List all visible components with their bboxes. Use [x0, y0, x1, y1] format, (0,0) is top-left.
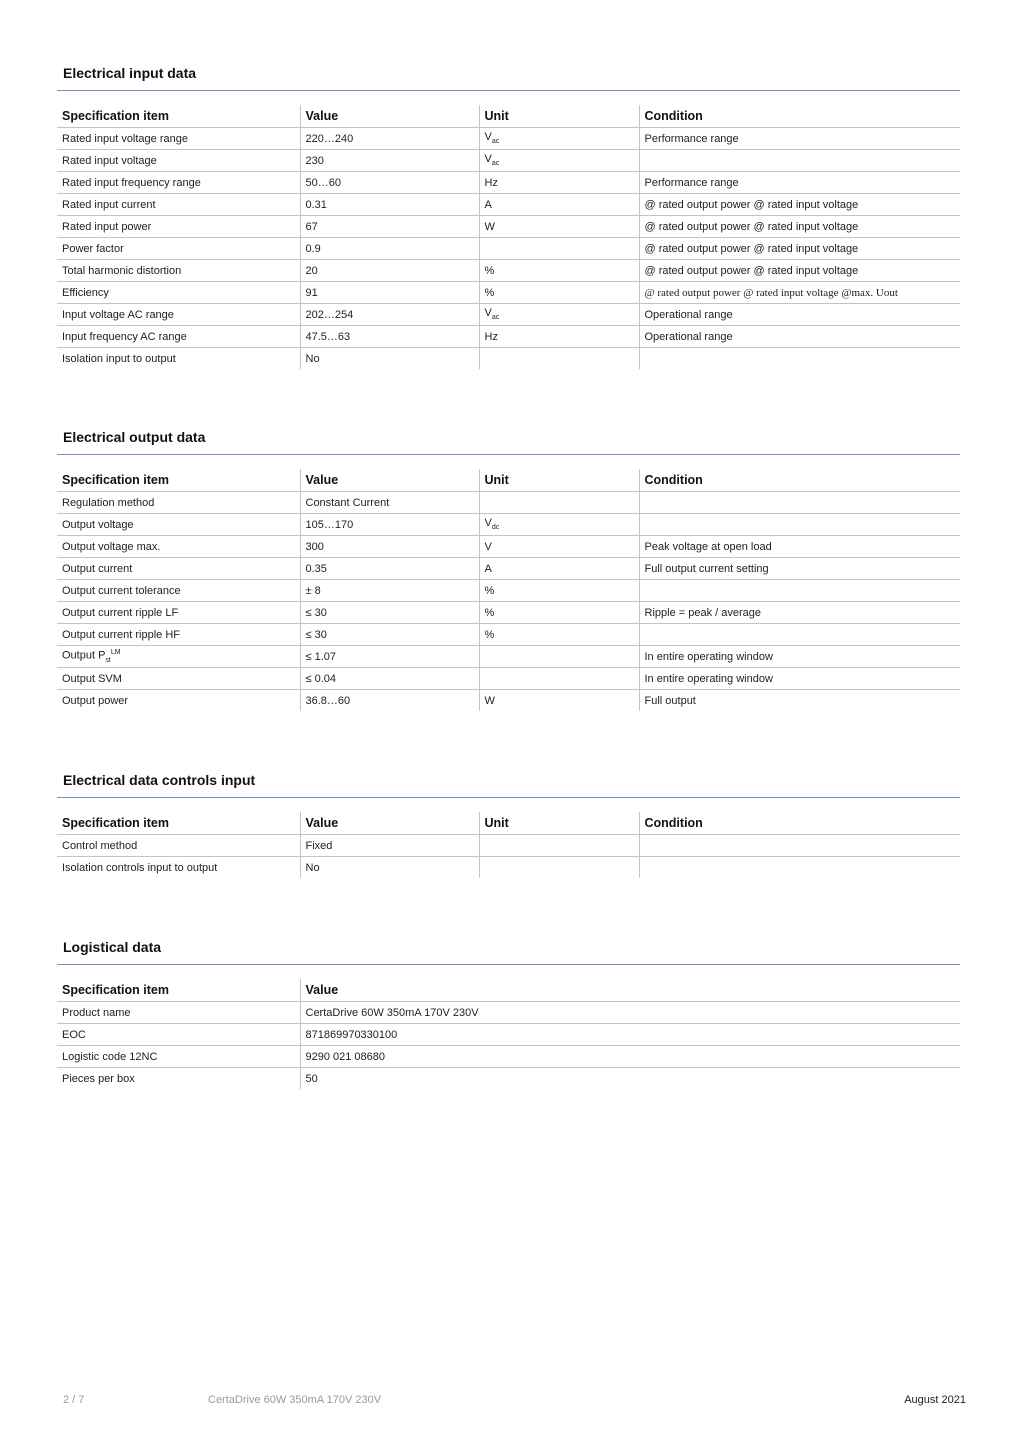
cell: 20 [300, 260, 479, 282]
column-header: Value [300, 812, 479, 835]
table-header-row [57, 469, 960, 492]
cell: Regulation method [62, 496, 155, 509]
cell: 105…170 [300, 514, 479, 536]
cell: W [479, 690, 639, 712]
section-title: Logistical data [57, 936, 960, 965]
cell: @ rated output power @ rated input voltage [639, 238, 960, 260]
column-header: Specification item [62, 816, 169, 830]
table-row [57, 536, 960, 558]
column-header: Value [300, 979, 960, 1002]
column-header: Value [300, 469, 479, 492]
cell: Operational range [639, 326, 960, 348]
spec-table [57, 105, 960, 369]
table-row [57, 646, 960, 668]
section-title: Electrical output data [57, 426, 960, 455]
cell: Rated input voltage [62, 154, 157, 167]
cell: % [479, 602, 639, 624]
cell: Isolation input to output [62, 352, 176, 365]
cell: 0.9 [300, 238, 479, 260]
cell [639, 514, 960, 536]
cell: % [479, 624, 639, 646]
cell: 300 [300, 536, 479, 558]
cell [639, 348, 960, 370]
cell [639, 835, 960, 857]
column-header: Condition [639, 105, 960, 128]
cell: Output current ripple LF [62, 606, 179, 619]
cell: 230 [300, 150, 479, 172]
cell: Full output [639, 690, 960, 712]
section-title: Electrical data controls input [57, 769, 960, 798]
table-header-row [57, 812, 960, 835]
column-header: Specification item [62, 983, 169, 997]
cell: Ripple = peak / average [639, 602, 960, 624]
table-row [57, 857, 960, 879]
cell-unit: $V_{ac}$ [479, 128, 639, 150]
cell: Constant Current [300, 492, 479, 514]
cell: 67 [300, 216, 479, 238]
cell: CertaDrive 60W 350mA 170V 230V [300, 1002, 960, 1024]
cell: Total harmonic distortion [62, 264, 182, 277]
cell [479, 348, 639, 370]
cell: 0.31 [300, 194, 479, 216]
column-header: Unit [479, 469, 639, 492]
cell: Rated input current [62, 198, 156, 211]
table-row [57, 1068, 960, 1090]
cell: In entire operating window [639, 646, 960, 668]
cell: Hz [479, 172, 639, 194]
cell: ≤ 30 [300, 624, 479, 646]
column-header: Unit [479, 105, 639, 128]
table-row [57, 1046, 960, 1068]
cell: ≤ 0.04 [300, 668, 479, 690]
cell: W [479, 216, 639, 238]
cell: Rated input frequency range [62, 176, 201, 189]
table-row [57, 216, 960, 238]
table-header-row [57, 105, 960, 128]
column-header: Value [300, 105, 479, 128]
cell: No [300, 857, 479, 879]
table-row [57, 304, 960, 326]
cell [639, 857, 960, 879]
cell: In entire operating window [639, 668, 960, 690]
cell: % [479, 282, 639, 304]
cell: EOC [62, 1028, 86, 1041]
table-row [57, 150, 960, 172]
cell: Pieces per box [62, 1072, 135, 1085]
cell [479, 835, 639, 857]
cell: Output SVM [62, 672, 122, 685]
cell: A [479, 558, 639, 580]
cell: 9290 021 08680 [300, 1046, 960, 1068]
cell [639, 580, 960, 602]
cell: 0.35 [300, 558, 479, 580]
cell: ≤ 30 [300, 602, 479, 624]
cell [639, 150, 960, 172]
cell [479, 492, 639, 514]
table-row [57, 602, 960, 624]
table-row [57, 238, 960, 260]
cell: Output voltage [62, 518, 134, 531]
cell: ≤ 1.07 [300, 646, 479, 668]
table-row [57, 835, 960, 857]
cell: A [479, 194, 639, 216]
section-controls-input [57, 769, 960, 878]
column-header: Specification item [62, 473, 169, 487]
cell: @ rated output power @ rated input voltage [639, 194, 960, 216]
column-header: Condition [639, 812, 960, 835]
cell: Input frequency AC range [62, 330, 187, 343]
cell: 50 [300, 1068, 960, 1090]
cell: % [479, 260, 639, 282]
table-row [57, 348, 960, 370]
cell: 220…240 [300, 128, 479, 150]
cell: Product name [62, 1006, 131, 1019]
cell: Power factor [62, 242, 124, 255]
cell-unit: $V_{dc}$ [479, 514, 639, 536]
section-electrical-input [57, 62, 960, 369]
table-row [57, 514, 960, 536]
cell: 47.5…63 [300, 326, 479, 348]
table-row [57, 172, 960, 194]
cell: No [300, 348, 479, 370]
column-header: Condition [639, 469, 960, 492]
footer-product-name: CertaDrive 60W 350mA 170V 230V [208, 1394, 382, 1406]
table-header-row [57, 979, 960, 1002]
cell: Output power [62, 694, 129, 707]
spec-table [57, 812, 960, 878]
table-row [57, 194, 960, 216]
cell: % [479, 580, 639, 602]
table-row [57, 492, 960, 514]
section-electrical-output [57, 426, 960, 711]
table-row [57, 326, 960, 348]
table-row [57, 1002, 960, 1024]
column-header: Specification item [62, 109, 169, 123]
table-row [57, 260, 960, 282]
cell-unit: $V_{ac}$ [479, 304, 639, 326]
cell: 871869970330100 [300, 1024, 960, 1046]
cell: Logistic code 12NC [62, 1050, 158, 1063]
cell: Peak voltage at open load [639, 536, 960, 558]
cell: @ rated output power @ rated input voltage [639, 216, 960, 238]
table-row [57, 668, 960, 690]
cell: Output current [62, 562, 133, 575]
cell [479, 238, 639, 260]
cell: @ rated output power @ rated input voltage [639, 260, 960, 282]
cell: Rated input power [62, 220, 152, 233]
cell: Isolation controls input to output [62, 861, 218, 874]
cell: 50…60 [300, 172, 479, 194]
table-row [57, 558, 960, 580]
cell: 202…254 [300, 304, 479, 326]
cell: 36.8…60 [300, 690, 479, 712]
spec-table [57, 469, 960, 711]
cell: Performance range [639, 172, 960, 194]
footer-date: August 2021 [904, 1394, 966, 1406]
cell: Fixed [300, 835, 479, 857]
section-logistical [57, 936, 960, 1089]
cell: 91 [300, 282, 479, 304]
cell: ± 8 [300, 580, 479, 602]
table-row [57, 580, 960, 602]
cell: Output current ripple HF [62, 628, 180, 641]
cell [479, 857, 639, 879]
cell: Performance range [639, 128, 960, 150]
table-row [57, 1024, 960, 1046]
column-header: Unit [479, 812, 639, 835]
cell [639, 624, 960, 646]
spec-table [57, 979, 960, 1089]
section-title: Electrical input data [57, 62, 960, 91]
table-row [57, 282, 960, 304]
cell: Efficiency [62, 286, 109, 299]
cell: Operational range [639, 304, 960, 326]
cell: Output current tolerance [62, 584, 181, 597]
cell: Full output current setting [639, 558, 960, 580]
cell: Hz [479, 326, 639, 348]
cell-unit: $V_{ac}$ [479, 150, 639, 172]
cell [639, 492, 960, 514]
cell: Control method [62, 839, 138, 852]
cell-pstlm: Output $P_{st}^{LM}$ [62, 649, 121, 664]
cell: @ rated output power @ rated input voltage @max. Uout [639, 282, 960, 304]
cell: Input voltage AC range [62, 308, 174, 321]
table-row [57, 128, 960, 150]
cell: V [479, 536, 639, 558]
cell [479, 668, 639, 690]
table-row [57, 624, 960, 646]
table-row [57, 690, 960, 712]
footer-page-number: 2 / 7 [63, 1394, 85, 1406]
cell: Output voltage max. [62, 540, 161, 553]
cell: Rated input voltage range [62, 132, 188, 145]
cell [479, 646, 639, 668]
